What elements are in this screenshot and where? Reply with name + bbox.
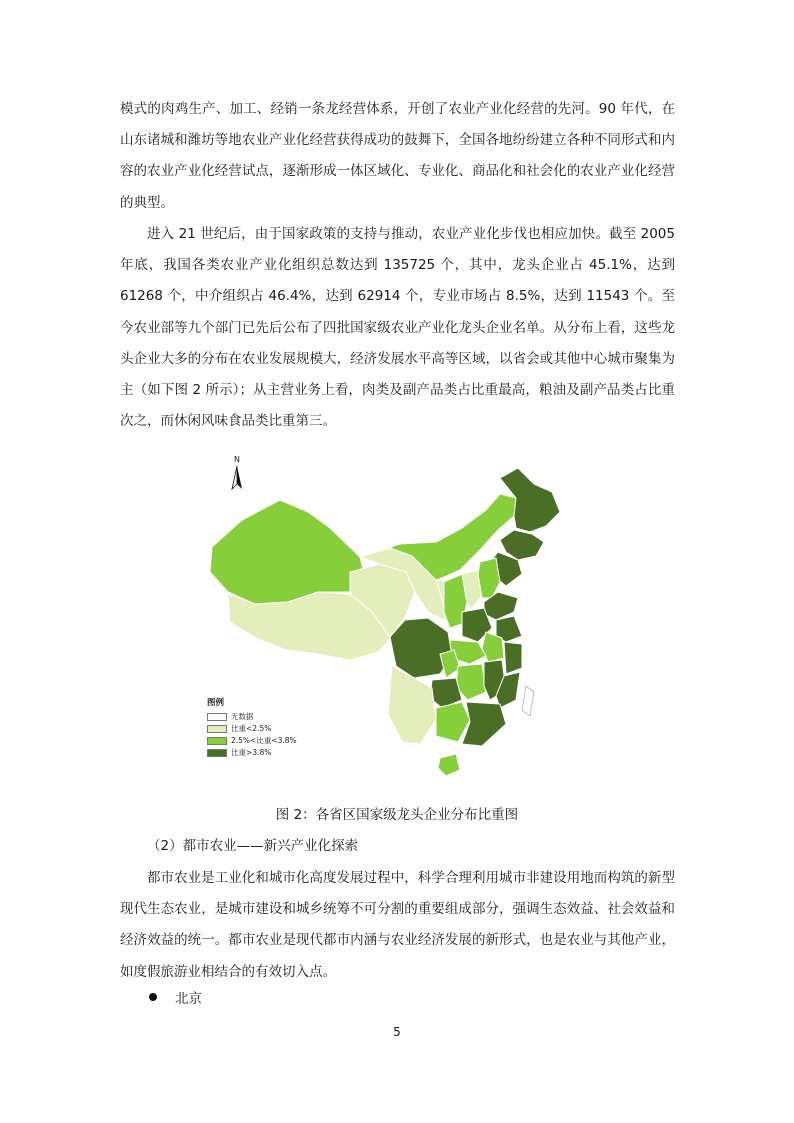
legend-swatch <box>207 725 227 733</box>
bullet-icon <box>149 993 157 1001</box>
region-sichuan <box>390 618 452 678</box>
region-hainan <box>438 754 460 776</box>
legend-label: 比重>3.8% <box>231 748 272 757</box>
region-guangdong <box>462 702 506 746</box>
page-number: 5 <box>393 1025 401 1039</box>
region-xinjiang <box>210 500 366 604</box>
region-yunnan <box>388 666 436 744</box>
north-label: N <box>234 455 240 464</box>
legend-swatch <box>207 749 227 757</box>
bullet-label: 北京 <box>175 991 202 1007</box>
legend-swatch <box>207 737 227 745</box>
legend-item-mid <box>207 735 297 747</box>
map-legend <box>207 697 297 759</box>
legend-item-no-data <box>207 711 297 723</box>
paragraph-urban-agriculture: 都市农业是工业化和城市化高度发展过程中，科学合理利用城市非建设用地而构筑的新型现代生态农业，是城市建设和城乡统筹不可分割的重要组成部分，强调生态效益、社会效益和经济效益的统一。都市农业是现代都市内涵与农业经济发展的新形式，也是农业与其他产业，如度假旅游业相结合的有效切入点。 <box>120 870 675 980</box>
legend-label: 比重<2.5% <box>231 724 272 733</box>
legend-swatch <box>207 713 227 721</box>
paragraph-origin: 模式的肉鸡生产、加工、经销一条龙经营体系，开创了农业产业化经营的先河。90 年代，在山东诸城和潍坊等地农业产业化经营获得成功的鼓舞下，全国各地纷纷建立各种不同形式和内容的农业产业化经营试点，逐渐形成一体区域化、专业化、商品化和社会化的农业产业化经营的典型。 <box>120 101 675 211</box>
legend-item-low <box>207 723 297 735</box>
bullet-item <box>149 987 202 1011</box>
legend-title: 图例 <box>207 698 225 708</box>
paragraph-statistics: 进入 21 世纪后，由于国家政策的支持与推动，农业产业化步伐也相应加快。截至 2005 年底，我国各类农业产业化组织总数达到 135725 个，其中，龙头企业占 45.1%，达到61268 个，中介组织占 46.4%，达到 62914 个，专业市场占 8.5%，达到 11543 个。至今农业部等九个部门已先后公布了四批国家级农业产业化龙头企业名单。从分布上看，这些龙头企业大多的分布在农业发展规模大，经济发展水平高等区域，以省会或其他中心城市聚集为主（如下图 2 所示）；从主营业务上看，肉类及副产品类占比重最高，粮油及副产品类占比重次之，而休闲风味食品类比重第三。 <box>120 226 675 430</box>
figure-caption: 图 2：各省区国家级龙头企业分布比重图 <box>275 807 519 823</box>
legend-item-high <box>207 747 297 759</box>
section-heading: （2）都市农业——新兴产业化探索 <box>147 838 359 854</box>
legend-label: 2.5%<比重<3.8% <box>231 736 297 745</box>
region-zhejiang <box>504 642 522 674</box>
region-hebei <box>478 558 500 598</box>
legend-label: 无数据 <box>231 712 254 721</box>
region-taiwan <box>522 686 534 716</box>
